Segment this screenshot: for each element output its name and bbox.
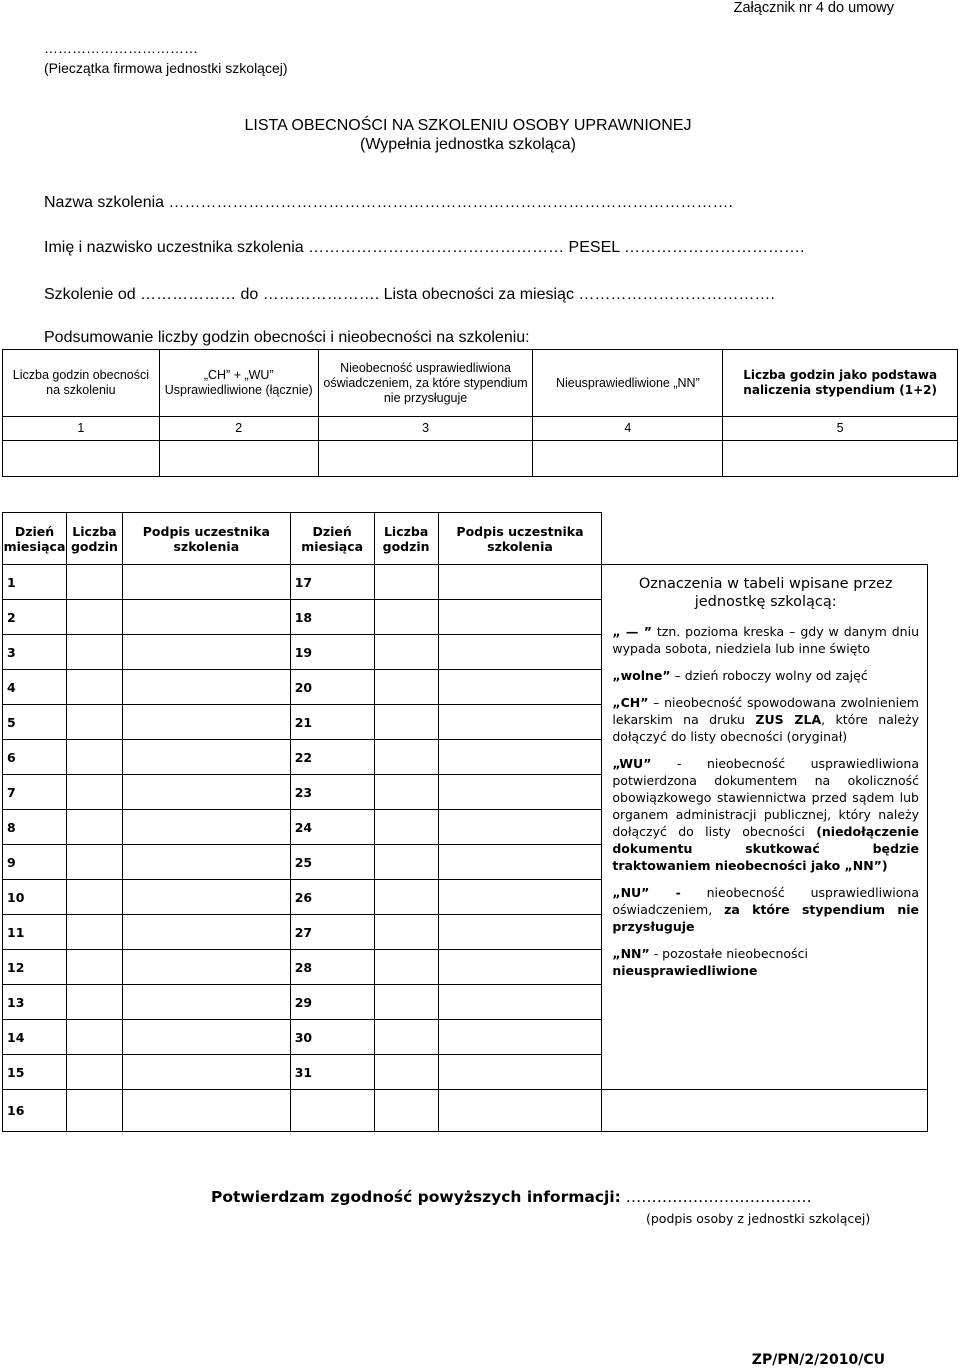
legend-ch: „CH” – nieobecność spowodowana zwolnieniem lekarskim na druku ZUS ZLA, które należy dołączyć do listy obecności (oryginał): [612, 695, 919, 744]
day-cell: 22: [290, 740, 374, 775]
confirmation-line: [211, 1188, 812, 1206]
signature-cell[interactable]: [122, 1055, 290, 1090]
confirmation-caption: (podpis osoby z jednostki szkolącej): [646, 1211, 871, 1226]
confirmation-text: Potwierdzam zgodność powyższych informacji:: [211, 1188, 621, 1206]
summary-value-5[interactable]: [723, 441, 958, 477]
hours-cell[interactable]: [66, 1055, 122, 1090]
signature-cell[interactable]: [438, 775, 602, 810]
hours-cell[interactable]: [374, 740, 438, 775]
header-hours: Liczba godzin: [66, 513, 122, 565]
summary-num-2: 2: [159, 417, 318, 441]
day-cell: 18: [290, 600, 374, 635]
signature-cell[interactable]: [438, 1020, 602, 1055]
hours-cell[interactable]: [374, 915, 438, 950]
empty-legend-cell: [602, 1090, 928, 1132]
period-field: Szkolenie od ……………… do …………………. Lista obecności za miesiąc ……………………………….: [44, 286, 775, 303]
header-signature: Podpis uczestnika szkolenia: [122, 513, 290, 565]
day-cell: 7: [3, 775, 67, 810]
day-cell: 2: [3, 600, 67, 635]
day-cell: 26: [290, 880, 374, 915]
day-cell: 28: [290, 950, 374, 985]
hours-cell[interactable]: [374, 565, 438, 600]
summary-table: [2, 349, 958, 477]
hours-cell[interactable]: [66, 775, 122, 810]
annex-label: Załącznik nr 4 do umowy: [733, 0, 894, 16]
confirmation-dots: ………………………………: [620, 1188, 812, 1206]
day-cell: 6: [3, 740, 67, 775]
hours-cell[interactable]: [66, 950, 122, 985]
legend-title: Oznaczenia w tabeli wpisane przez jednostkę szkolącą:: [638, 576, 893, 610]
signature-cell[interactable]: [122, 600, 290, 635]
day-cell: 27: [290, 915, 374, 950]
signature-cell[interactable]: [122, 635, 290, 670]
hours-cell[interactable]: [374, 1090, 438, 1132]
legend-nu: „NU” - nieobecność usprawiedliwiona oświadczeniem, za które stypendium nie przysługuje: [612, 885, 919, 934]
signature-cell[interactable]: [438, 810, 602, 845]
hours-cell[interactable]: [66, 600, 122, 635]
document-subtitle: (Wypełnia jednostka szkoląca): [360, 136, 576, 153]
summary-col-declared: Nieobecność usprawiedliwiona oświadczeniem, za które stypendium nie przysługuje: [318, 350, 533, 417]
day-cell: 16: [3, 1090, 67, 1132]
day-cell: 8: [3, 810, 67, 845]
header-signature-2: Podpis uczestnika szkolenia: [438, 513, 602, 565]
summary-col-attendance: Liczba godzin obecności na szkoleniu: [3, 350, 160, 417]
signature-cell[interactable]: [438, 565, 602, 600]
summary-value-1[interactable]: [3, 441, 160, 477]
summary-col-unexcused: Nieusprawiedliwione „NN”: [533, 350, 723, 417]
day-cell: 4: [3, 670, 67, 705]
signature-cell[interactable]: [122, 1090, 290, 1132]
hours-cell[interactable]: [374, 1020, 438, 1055]
legend-box: [602, 565, 928, 1090]
legend-wu: „WU” - nieobecność usprawiedliwiona potwierdzona dokumentem na okoliczność obowiązkowego stawiennictwa przed sądem lub organem administracji publicznej, który należy dołączyć do listy obecności (niedołączenie dokumentu skutkować będzie traktowaniem nieobecności jako „NN”): [612, 756, 919, 873]
day-cell: 25: [290, 845, 374, 880]
summary-col-basis: Liczba godzin jako podstawa naliczenia stypendium (1+2): [723, 350, 958, 417]
hours-cell[interactable]: [374, 600, 438, 635]
signature-cell[interactable]: [438, 880, 602, 915]
signature-cell[interactable]: [122, 880, 290, 915]
hours-cell[interactable]: [66, 740, 122, 775]
hours-cell[interactable]: [374, 635, 438, 670]
signature-cell[interactable]: [438, 1055, 602, 1090]
hours-cell[interactable]: [374, 670, 438, 705]
hours-cell[interactable]: [66, 705, 122, 740]
day-cell: 23: [290, 775, 374, 810]
signature-cell[interactable]: [438, 600, 602, 635]
day-cell: 17: [290, 565, 374, 600]
signature-cell[interactable]: [122, 810, 290, 845]
hours-cell[interactable]: [374, 705, 438, 740]
hours-cell[interactable]: [374, 880, 438, 915]
participant-field: Imię i nazwisko uczestnika szkolenia ………………………………………… PESEL …………………………….: [44, 239, 805, 256]
hours-cell[interactable]: [66, 565, 122, 600]
hours-cell[interactable]: [66, 985, 122, 1020]
header-hours-2: Liczba godzin: [374, 513, 438, 565]
signature-cell[interactable]: [122, 670, 290, 705]
day-cell: 13: [3, 985, 67, 1020]
signature-cell[interactable]: [122, 740, 290, 775]
day-cell: 31: [290, 1055, 374, 1090]
attendance-table: [2, 512, 928, 1132]
stamp-dots: ……………………………: [44, 40, 198, 56]
signature-cell[interactable]: [122, 705, 290, 740]
day-cell: 19: [290, 635, 374, 670]
signature-cell[interactable]: [122, 915, 290, 950]
day-cell: 24: [290, 810, 374, 845]
training-name-field: Nazwa szkolenia …………………………………………………………………………………………….: [44, 194, 733, 211]
hours-cell[interactable]: [66, 1090, 122, 1132]
day-cell: 3: [3, 635, 67, 670]
hours-cell[interactable]: [66, 845, 122, 880]
legend-nn: „NN” - pozostałe nieobecności nieusprawiedliwione: [612, 946, 808, 978]
signature-cell[interactable]: [122, 775, 290, 810]
legend-wolne: „wolne” – dzień roboczy wolny od zajęć: [612, 668, 868, 683]
hours-cell[interactable]: [374, 775, 438, 810]
hours-cell[interactable]: [66, 1020, 122, 1055]
day-cell: 12: [3, 950, 67, 985]
hours-cell[interactable]: [66, 635, 122, 670]
signature-cell[interactable]: [438, 950, 602, 985]
summary-heading: Podsumowanie liczby godzin obecności i nieobecności na szkoleniu:: [44, 329, 530, 346]
summary-num-4: 4: [533, 417, 723, 441]
day-cell: 30: [290, 1020, 374, 1055]
day-cell: 11: [3, 915, 67, 950]
hours-cell[interactable]: [374, 950, 438, 985]
signature-cell[interactable]: [438, 670, 602, 705]
summary-value-3[interactable]: [318, 441, 533, 477]
document-title: LISTA OBECNOŚCI NA SZKOLENIU OSOBY UPRAWNIONEJ: [244, 117, 692, 134]
hours-cell[interactable]: [66, 880, 122, 915]
day-cell: 9: [3, 845, 67, 880]
hours-cell[interactable]: [374, 1055, 438, 1090]
day-cell: 14: [3, 1020, 67, 1055]
signature-cell[interactable]: [438, 845, 602, 880]
signature-cell[interactable]: [438, 740, 602, 775]
blank-corner: [602, 513, 928, 565]
signature-cell[interactable]: [438, 985, 602, 1020]
day-cell: 5: [3, 705, 67, 740]
signature-cell[interactable]: [438, 1090, 602, 1132]
stamp-caption: (Pieczątka firmowa jednostki szkolącej): [44, 60, 288, 76]
summary-num-1: 1: [3, 417, 160, 441]
summary-num-3: 3: [318, 417, 533, 441]
day-cell: 29: [290, 985, 374, 1020]
day-cell: 10: [3, 880, 67, 915]
signature-cell[interactable]: [438, 915, 602, 950]
hours-cell[interactable]: [66, 670, 122, 705]
header-day-2: Dzień miesiąca: [290, 513, 374, 565]
signature-cell[interactable]: [438, 635, 602, 670]
legend-dash: „ — ” tzn. pozioma kreska – gdy w danym dniu wypada sobota, niedziela lub inne święto: [612, 624, 919, 656]
signature-cell[interactable]: [122, 950, 290, 985]
hours-cell[interactable]: [374, 810, 438, 845]
day-cell: 20: [290, 670, 374, 705]
summary-col-excused: „CH” + „WU” Usprawiedliwione (łącznie): [159, 350, 318, 417]
hours-cell[interactable]: [374, 985, 438, 1020]
signature-cell[interactable]: [122, 985, 290, 1020]
signature-cell[interactable]: [122, 845, 290, 880]
day-cell: 15: [3, 1055, 67, 1090]
summary-value-4[interactable]: [533, 441, 723, 477]
day-cell: 21: [290, 705, 374, 740]
summary-value-2[interactable]: [159, 441, 318, 477]
day-cell: 1: [3, 565, 67, 600]
empty-day-cell: [290, 1090, 374, 1132]
signature-cell[interactable]: [122, 1020, 290, 1055]
signature-cell[interactable]: [438, 705, 602, 740]
hours-cell[interactable]: [374, 845, 438, 880]
summary-num-5: 5: [723, 417, 958, 441]
signature-cell[interactable]: [122, 565, 290, 600]
document-code: ZP/PN/2/2010/CU: [751, 1352, 885, 1368]
header-day: Dzień miesiąca: [3, 513, 67, 565]
hours-cell[interactable]: [66, 810, 122, 845]
hours-cell[interactable]: [66, 915, 122, 950]
